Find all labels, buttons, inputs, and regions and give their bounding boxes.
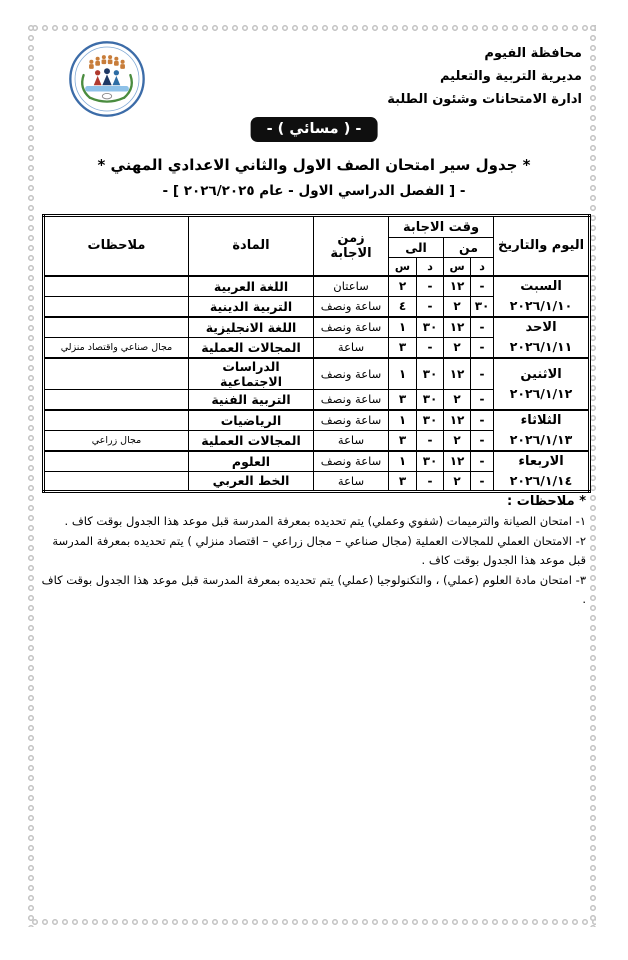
duration-cell: ساعة ونصف [314, 451, 389, 472]
from-hours-cell: ١٢ [444, 451, 471, 472]
duration-cell: ساعة ونصف [314, 317, 389, 338]
subject-cell: المجالات العملية [189, 337, 314, 358]
table-row [44, 276, 590, 297]
to-hours-cell: ١ [389, 358, 417, 390]
subject-cell: الرياضيات [189, 410, 314, 431]
subject-cell: العلوم [189, 451, 314, 472]
from-minutes-cell: - [471, 430, 494, 451]
day-date-cell [494, 317, 590, 358]
duration-cell: ساعة ونصف [314, 389, 389, 410]
row-note-cell [44, 317, 189, 338]
from-hours-cell: ١٢ [444, 276, 471, 297]
duration-cell: ساعة [314, 337, 389, 358]
schedule-body [44, 276, 590, 492]
to-minutes-cell: ٣٠ [417, 317, 444, 338]
row-note-cell [44, 471, 189, 492]
row-note-cell [44, 389, 189, 410]
org-header [387, 42, 582, 111]
table-row [44, 317, 590, 338]
session-badge: - ( مسائي ) - [251, 117, 378, 142]
subject-cell: التربية الدينية [189, 296, 314, 317]
col-header-subject: المادة [189, 216, 314, 276]
day-name: السبت [520, 279, 562, 294]
subject-cell: التربية الفنية [189, 389, 314, 410]
to-minutes-cell: - [417, 276, 444, 297]
notes-section [40, 494, 586, 610]
day-name: الاثنين [520, 366, 562, 382]
notes-title: * ملاحظات : [507, 494, 586, 509]
col-header-to: الى [389, 238, 444, 258]
to-hours-cell: ١ [389, 317, 417, 338]
to-hours-cell: ٢ [389, 276, 417, 297]
to-minutes-cell: ٣٠ [417, 451, 444, 472]
subject-cell: الدراسات الاجتماعية [189, 358, 314, 390]
day-date-cell [494, 451, 590, 492]
col-header-notes: ملاحظات [44, 216, 189, 276]
from-hours-cell: ١٢ [444, 317, 471, 338]
row-note-cell: مجال صناعي واقتصاد منزلي [44, 337, 189, 358]
from-hours-cell: ٢ [444, 337, 471, 358]
from-minutes-cell: - [471, 389, 494, 410]
to-minutes-cell: ٣٠ [417, 358, 444, 390]
org-line-directorate: مديرية التربية والتعليم [439, 69, 582, 84]
subject-cell: اللغة الانجليزية [189, 317, 314, 338]
table-row [44, 451, 590, 472]
from-minutes-cell: - [471, 337, 494, 358]
from-minutes-cell: - [471, 451, 494, 472]
col-header-from: من [444, 238, 494, 258]
from-minutes-cell: - [471, 317, 494, 338]
schedule-title: * جدول سير امتحان الصف الاول والثاني الاعدادي المهني * [97, 156, 531, 174]
exam-date: ٢٠٢٦/١/١٢ [509, 385, 573, 401]
from-hours-cell: ٢ [444, 471, 471, 492]
exam-date: ٢٠٢٦/١/١١ [509, 339, 573, 354]
from-minutes-cell: - [471, 358, 494, 390]
col-header-answer-time: وقت الاجابة [389, 216, 494, 238]
from-hours-cell: ٢ [444, 389, 471, 410]
exam-date: ٢٠٢٦/١/١٤ [509, 472, 573, 488]
col-header-to-minutes: د [417, 258, 444, 276]
to-hours-cell: ١ [389, 451, 417, 472]
from-hours-cell: ٢ [444, 296, 471, 317]
to-hours-cell: ٣ [389, 471, 417, 492]
day-name: الاربعاء [518, 453, 564, 469]
exam-date: ٢٠٢٦/١/١٠ [509, 298, 573, 313]
to-hours-cell: ٣ [389, 337, 417, 358]
table-row [44, 358, 590, 390]
note-item-2: ٢- الامتحان العملي للمجالات العملية (مجال صناعي – مجال زراعي – اقتصاد منزلي ) يتم تحديده بمعرفة المدرسة قبل موعد هذا الجدول بوقت كاف . [52, 533, 586, 567]
row-note-cell: مجال زراعي [44, 430, 189, 451]
from-minutes-cell: - [471, 276, 494, 297]
org-line-administration: ادارة الامتحانات وشئون الطلبة [387, 92, 582, 107]
to-hours-cell: ٣ [389, 389, 417, 410]
to-minutes-cell: - [417, 471, 444, 492]
duration-cell: ساعة ونصف [314, 358, 389, 390]
row-note-cell [44, 296, 189, 317]
col-header-from-minutes: د [471, 258, 494, 276]
day-name: الثلاثاء [520, 413, 562, 428]
frame-border-bottom [30, 917, 596, 927]
day-date-cell [494, 358, 590, 410]
exam-date: ٢٠٢٦/١/١٣ [509, 432, 573, 447]
row-note-cell [44, 276, 189, 297]
to-hours-cell: ٣ [389, 430, 417, 451]
to-hours-cell: ١ [389, 410, 417, 431]
row-note-cell [44, 410, 189, 431]
to-hours-cell: ٤ [389, 296, 417, 317]
exam-schedule-table [42, 214, 591, 493]
from-hours-cell: ١٢ [444, 358, 471, 390]
from-hours-cell: ١٢ [444, 410, 471, 431]
duration-cell: ساعتان [314, 276, 389, 297]
duration-cell: ساعة ونصف [314, 296, 389, 317]
col-header-day-date: اليوم والتاريخ [494, 216, 590, 276]
day-name: الاحد [525, 320, 557, 335]
to-minutes-cell: - [417, 337, 444, 358]
note-item-3: ٣- امتحان مادة العلوم (عملي) ، والتكنولوجيا (عملي) يتم تحديده بمعرفة المدرسة قبل موعد هذا الجدول بوقت كاف . [41, 572, 586, 606]
row-note-cell [44, 358, 189, 390]
note-item-1: ١- امتحان الصيانة والترميمات (شفوي وعملي) يتم تحديده بمعرفة المدرسة قبل موعد هذا الجدول بوقت كاف . [64, 514, 586, 528]
col-header-from-hours: س [444, 258, 471, 276]
row-note-cell [44, 451, 189, 472]
col-header-duration: زمن الاجابة [314, 216, 389, 276]
from-minutes-cell: - [471, 471, 494, 492]
duration-cell: ساعة [314, 471, 389, 492]
duration-cell: ساعة [314, 430, 389, 451]
day-date-cell [494, 410, 590, 451]
frame-border-top [30, 23, 596, 33]
from-minutes-cell: ٣٠ [471, 296, 494, 317]
subject-cell: المجالات العملية [189, 430, 314, 451]
subject-cell: الخط العربي [189, 471, 314, 492]
subject-cell: اللغة العربية [189, 276, 314, 297]
org-line-governorate: محافظة الفيوم [484, 46, 582, 61]
duration-cell: ساعة ونصف [314, 410, 389, 431]
day-date-cell [494, 276, 590, 317]
schedule-subtitle: - [ الفصل الدراسي الاول - عام ٢٠٢٦/٢٠٢٥ ] - [162, 183, 466, 199]
to-minutes-cell: - [417, 296, 444, 317]
from-minutes-cell: - [471, 410, 494, 431]
education-directorate-seal-logo [68, 40, 146, 118]
table-row [44, 410, 590, 431]
to-minutes-cell: - [417, 430, 444, 451]
from-hours-cell: ٢ [444, 430, 471, 451]
to-minutes-cell: ٣٠ [417, 389, 444, 410]
to-minutes-cell: ٣٠ [417, 410, 444, 431]
col-header-to-hours: س [389, 258, 417, 276]
